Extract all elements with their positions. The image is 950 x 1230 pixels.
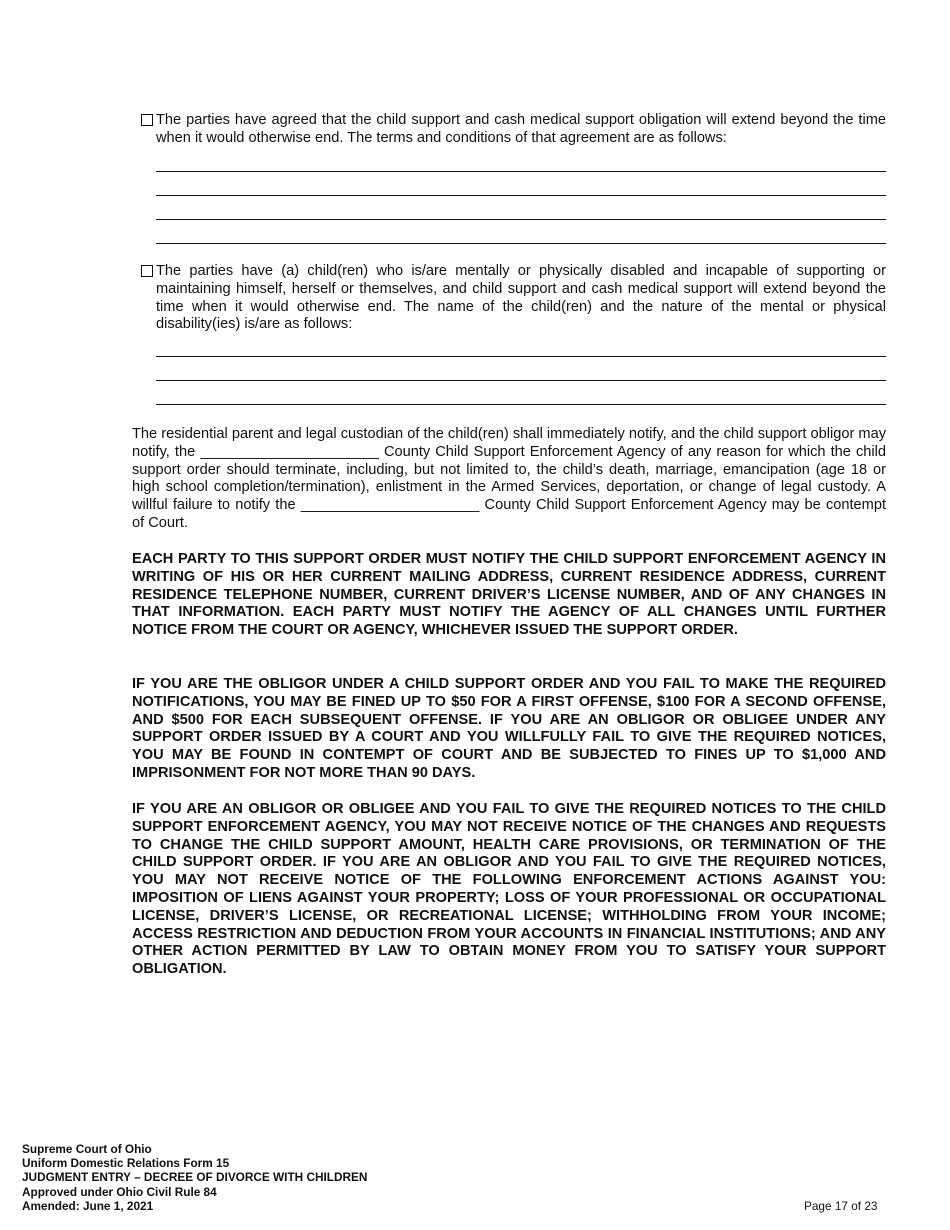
footer-form-title: JUDGMENT ENTRY – DECREE OF DIVORCE WITH CHILDREN [22,1170,368,1185]
agreement-extension-item [141,112,886,148]
write-in-line[interactable] [156,220,886,244]
footer-court: Supreme Court of Ohio [22,1142,152,1156]
footer-form-name: Uniform Domestic Relations Form 15 [22,1156,230,1171]
agreement-extension-checkbox[interactable] [141,114,153,126]
agreement-extension-text: The parties have agreed that the child support and cash medical support obligation will extend beyond the time when it would otherwise end. The terms and conditions of that agreement are as follows: [156,112,886,146]
write-in-line[interactable] [156,196,886,220]
county-blank-1[interactable]: ______________________ [200,443,379,460]
write-in-line[interactable] [156,172,886,196]
notice-paragraph-3: IF YOU ARE AN OBLIGOR OR OBLIGEE AND YOU FAIL TO GIVE THE REQUIRED NOTICES TO THE CHILD SUPPORT ENFORCEMENT AGENCY, YOU MAY NOT RECEIVE NOTICE OF THE CHANGES AND REQUESTS TO CHANGE THE CHILD SUPPORT AMOUNT, HEALTH CARE PROVISIONS, OR TERMINATION OF THE CHILD SUPPORT ORDER. IF YOU ARE AN OBLIGOR AND YOU FAIL TO GIVE THE REQUIRED NOTICES, YOU MAY NOT RECEIVE NOTICE OF THE FOLLOWING ENFORCEMENT ACTIONS AGAINST YOU: IMPOSITION OF LIENS AGAINST YOUR PROPERTY; LOSS OF YOUR PROFESSIONAL OR OCCUPATIONAL LICENSE, DRIVER’S LICENSE, OR RECREATIONAL LICENSE; WITHHOLDING FROM YOUR INCOME; ACCESS RESTRICTION AND DEDUCTION FROM YOUR ACCOUNTS IN FINANCIAL INSTITUTIONS; AND ANY OTHER ACTION PERMITTED BY LAW TO OBTAIN MONEY FROM YOU TO SATISFY YOUR SUPPORT OBLIGATION. [132,801,886,978]
agreement-terms-lines [156,148,886,244]
notify-text-part1: The residential parent and legal custodian of the child(ren) shall immediately notify, and the child support obligor may notify, the [132,426,886,460]
page-number: Page 17 of 23 [804,1199,878,1213]
write-in-line[interactable] [156,333,886,357]
footer-amended: Amended: June 1, 2021 [22,1198,154,1213]
notify-text-part3: County Child Support Enforcement Agency may be contempt of Court. [132,497,886,531]
disability-details-lines [156,333,886,405]
form-footer [22,1142,367,1213]
county-blank-2[interactable]: ______________________ [300,497,480,514]
notice-paragraph-1: EACH PARTY TO THIS SUPPORT ORDER MUST NOTIFY THE CHILD SUPPORT ENFORCEMENT AGENCY IN WRITING OF HIS OR HER CURRENT MAILING ADDRESS, CURRENT RESIDENCE ADDRESS, CURRENT RESIDENCE TELEPHONE NUMBER, CURRENT DRIVER’S LICENSE NUMBER, AND OF ANY CHANGES IN THAT INFORMATION. EACH PARTY MUST NOTIFY THE AGENCY OF ALL CHANGES UNTIL FURTHER NOTICE FROM THE COURT OR AGENCY, WHICHEVER ISSUED THE SUPPORT ORDER. [132,551,886,639]
footer-approval: Approved under Ohio Civil Rule 84 [22,1184,217,1199]
disabled-child-item [141,263,886,334]
disabled-child-text: The parties have (a) child(ren) who is/are mentally or physically disabled and incapable of supporting or maintaining himself, herself or themselves, and child support and cash medical support will extend beyond the time when it would otherwise end. The name of the child(ren) and the nature of the mental or physical disability(ies) is/are as follows: [156,263,886,333]
disabled-child-checkbox[interactable] [141,265,153,277]
write-in-line[interactable] [156,357,886,381]
notify-text-part2: County Child Support Enforcement Agency of any reason for which the child support order should terminate, including, but not limited to, the child’s death, marriage, emancipation (age 18 or high school completion/termination), enlistment in the Armed Services, deportation, or change of legal custody. A willful failure to notify the [132,443,887,514]
notify-paragraph [132,426,886,533]
write-in-line[interactable] [156,148,886,172]
notice-paragraph-2: IF YOU ARE THE OBLIGOR UNDER A CHILD SUPPORT ORDER AND YOU FAIL TO MAKE THE REQUIRED NOTIFICATIONS, YOU MAY BE FINED UP TO $50 FOR A FIRST OFFENSE, $100 FOR A SECOND OFFENSE, AND $500 FOR EACH SUBSEQUENT OFFENSE. IF YOU ARE AN OBLIGOR OR OBLIGEE UNDER ANY SUPPORT ORDER ISSUED BY A COURT AND YOU WILLFULLY FAIL TO GIVE THE REQUIRED NOTICES, YOU MAY BE FOUND IN CONTEMPT OF COURT AND BE SUBJECTED TO FINES UP TO $1,000 AND IMPRISONMENT FOR NOT MORE THAN 90 DAYS. [132,676,886,781]
write-in-line[interactable] [156,381,886,405]
